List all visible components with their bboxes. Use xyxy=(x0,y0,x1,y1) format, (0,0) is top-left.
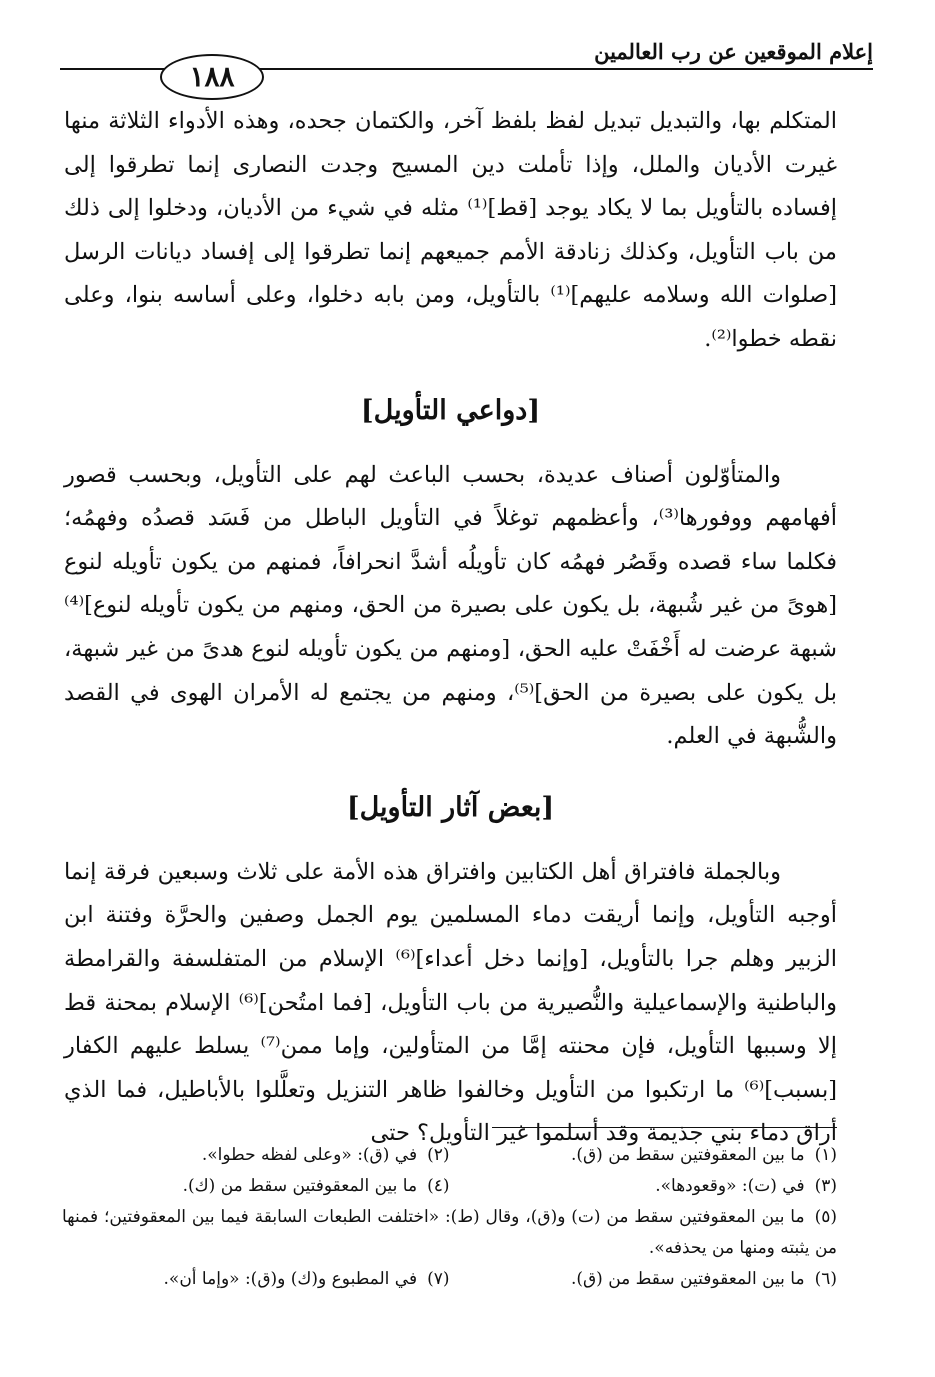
footnote-number: (٧) xyxy=(427,1269,450,1289)
footnote-6 xyxy=(450,1264,838,1295)
running-title: إعلام الموقعين عن رب العالمين xyxy=(594,39,873,64)
footnote-number: (٤) xyxy=(427,1176,450,1196)
footnotes xyxy=(62,1140,837,1295)
footnote-3 xyxy=(450,1171,838,1202)
footnote-text: ما بين المعقوفتين سقط من (ق). xyxy=(570,1145,805,1165)
footnote-separator xyxy=(492,1127,837,1128)
footnote-row xyxy=(62,1171,837,1202)
footnote-4 xyxy=(62,1171,450,1202)
footnote-row xyxy=(62,1264,837,1295)
intro-paragraph: المتكلم بها، والتبديل تبديل لفظ بلفظ آخر، والكتمان جحده، وهذه الأدواء الثلاثة منها غيرت الأديان والملل، وإذا تأملت دين المسيح وجدت النصارى إنما تطرقوا إلى إفساده بالتأويل بما لا يكاد يوجد [قط]⁽¹⁾ مثله في شيء من الأديان، ودخلوا إلى ذلك من باب التأويل، وكذلك زنادقة الأمم جميعهم إنما تطرقوا إلى إفساد ديانات الرسل [صلوات الله وسلامه عليهم]⁽¹⁾ بالتأويل، ومن بابه دخلوا، وعلى أساسه بنوا، وعلى نقطه خطوا⁽²⁾. xyxy=(64,108,837,352)
footnote-text: ما بين المعقوفتين سقط من (ك). xyxy=(182,1176,418,1196)
footnote-number: (١) xyxy=(814,1145,837,1165)
motives-paragraph: والمتأوّلون أصناف عديدة، بحسب الباعث لهم على التأويل، وبحسب قصور أفهامهم ووفورها⁽³⁾، وأعظمهم توغلاً في التأويل الباطل من فَسَد قصدُه وفهمُه؛ فكلما ساء قصده وقَصُر فهمُه كان تأويلُه أشدَّ انحرافاً، فمنهم من يكون تأويله لنوع [هوىً من غير شُبهة، بل يكون على بصيرة من الحق، ومنهم من يكون تأويله لنوع]⁽⁴⁾ شبهة عرضت له أَخْفَتْ عليه الحق، [ومنهم من يكون تأويله لنوع هدىً من غير شبهة، بل يكون على بصيرة من الحق]⁽⁵⁾، ومنهم من يجتمع له الأمران الهوى في القصد والشُّبهة في العلم. xyxy=(64,461,837,750)
footnote-number: (٥) xyxy=(814,1207,837,1227)
footnote-row xyxy=(62,1140,837,1171)
footnote-text: في المطبوع و(ك) و(ق): «وإما أن». xyxy=(163,1269,418,1289)
footnote-text: ما بين المعقوفتين سقط من (ت) و(ق)، وقال (ط): «اختلفت الطبعات السابقة فيما بين المعقوفتين؛ فمنها من يثبته ومنها من يحذفه». xyxy=(62,1207,837,1258)
footnote-7 xyxy=(62,1264,450,1295)
main-text xyxy=(64,100,837,1156)
footnote-5 xyxy=(62,1202,837,1264)
footnote-text: ما بين المعقوفتين سقط من (ق). xyxy=(570,1269,805,1289)
heading-effects: [بعض آثار التأويل] xyxy=(346,791,555,823)
footnote-1 xyxy=(450,1140,838,1171)
footnote-text: في (ق): «وعلى لفظه حطوا». xyxy=(201,1145,418,1165)
page-number: ١٨٨ xyxy=(160,54,264,100)
effects-paragraph: وبالجملة فافتراق أهل الكتابين وافتراق هذه الأمة على ثلاث وسبعين فرقة إنما أوجبه التأويل، وإنما أريقت دماء المسلمين يوم الجمل وصفين والحرَّة وفتنة ابن الزبير وهلم جرا بالتأويل، [وإنما دخل أعداء]⁽⁶⁾ الإسلام من المتفلسفة والقرامطة والباطنية والإسماعيلية والنُّصيرية من باب التأويل، [فما امتُحن]⁽⁶⁾ الإسلام بمحنة قط إلا وسببها التأويل، فإن محنته إمَّا من المتأولين، وإما ممن⁽⁷⁾ يسلط عليهم الكفار [بسبب]⁽⁶⁾ ما ارتكبوا من التأويل وخالفوا ظاهر التنزيل وتعلَّلوا بالأباطيل، فما الذي أراق دماء بني جذيمة وقد أسلموا غير التأويل؟ حتى xyxy=(64,858,837,1147)
footnote-number: (٢) xyxy=(427,1145,450,1165)
footnote-number: (٣) xyxy=(814,1176,837,1196)
footnote-text: في (ت): «وقعودها». xyxy=(655,1176,805,1196)
footnote-2 xyxy=(62,1140,450,1171)
page-header xyxy=(60,36,873,93)
footnote-number: (٦) xyxy=(814,1269,837,1289)
heading-motives: [دواعي التأويل] xyxy=(360,394,541,426)
